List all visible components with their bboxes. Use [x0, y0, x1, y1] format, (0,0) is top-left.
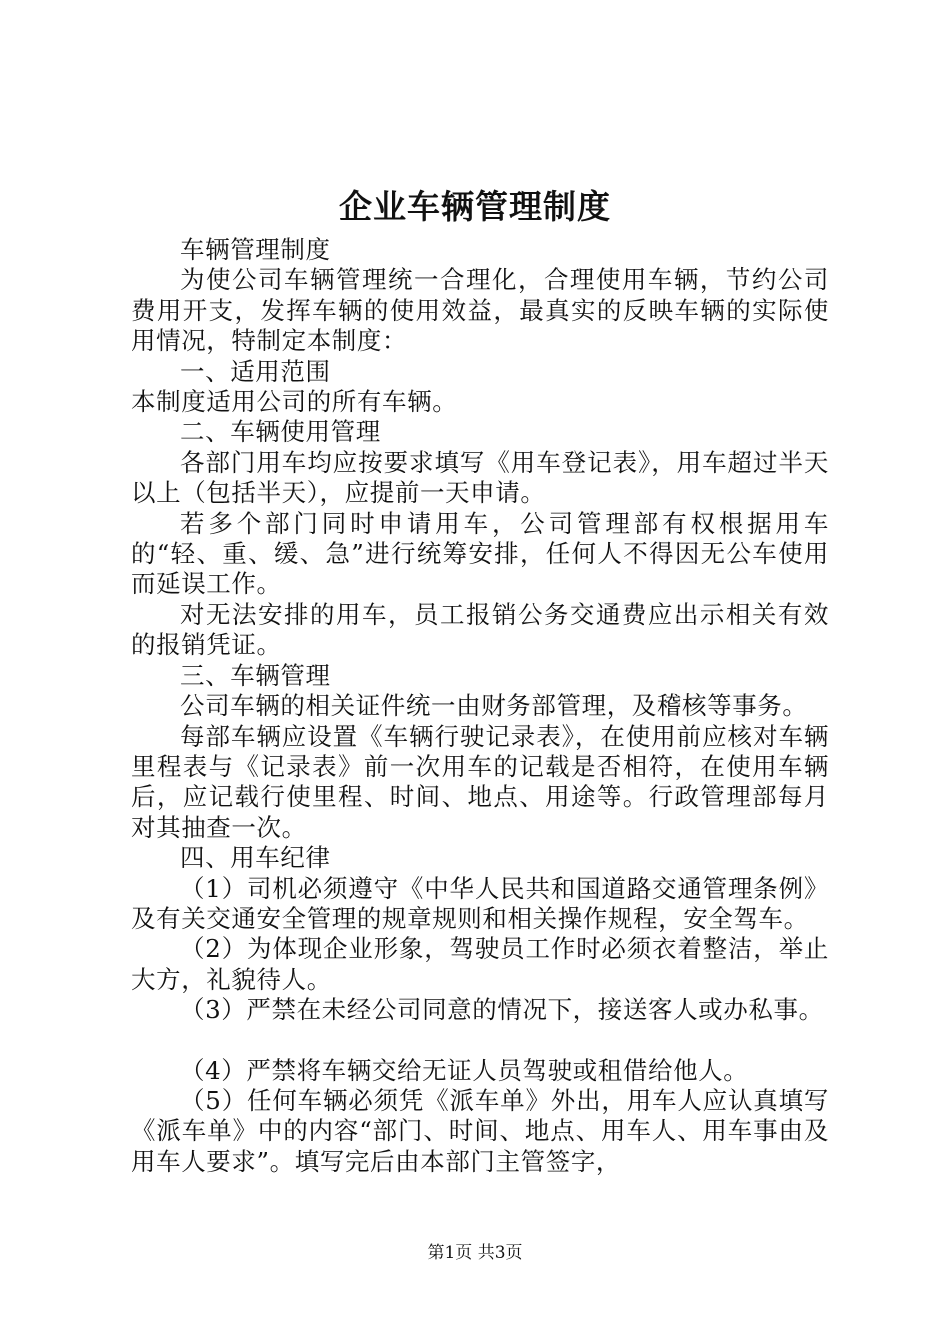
section-heading-discipline: 四、用车纪律	[180, 843, 331, 873]
paragraph-usage-3: 对无法安排的用车，员工报销公务交通费应出示相关有效的报销凭证。	[131, 599, 829, 660]
paragraph-management-1: 公司车辆的相关证件统一由财务部管理，及稽核等事务。	[180, 691, 808, 721]
section-heading-management: 三、车辆管理	[180, 660, 331, 690]
paragraph-discipline-3: （3）严禁在未经公司同意的情况下，接送客人或办私事。	[180, 995, 824, 1025]
paragraph-heading: 车辆管理制度	[180, 235, 331, 264]
paragraph-discipline-2: （2）为体现企业形象，驾驶员工作时必须衣着整洁，举止大方，礼貌待人。	[131, 934, 829, 994]
document-body	[131, 235, 829, 1177]
paragraph-discipline-4: （4）严禁将车辆交给无证人员驾驶或租借给他人。	[180, 1055, 749, 1085]
page-number-footer: 第1页 共3页	[427, 1243, 523, 1263]
paragraph-scope: 本制度适用公司的所有车辆。	[131, 387, 458, 417]
paragraph-discipline-5: （5）任何车辆必须凭《派车单》外出，用车人应认真填写《派车单》中的内容“部门、时间、地点、用车人、用车事由及用车人要求”。填写完后由本部门主管签字，	[131, 1085, 829, 1176]
section-heading-scope: 一、适用范围	[180, 356, 331, 386]
section-heading-usage: 二、车辆使用管理	[180, 417, 381, 447]
paragraph-discipline-1: （1）司机必须遵守《中华人民共和国道路交通管理条例》及有关交通安全管理的规章规则和相关操作规程，安全驾车。	[131, 873, 829, 933]
paragraph-usage-1: 各部门用车均应按要求填写《用车登记表》，用车超过半天以上（包括半天），应提前一天申请。	[131, 447, 829, 508]
paragraph-usage-2: 若多个部门同时申请用车，公司管理部有权根据用车的“轻、重、缓、急”进行统筹安排，任何人不得因无公车使用而延误工作。	[131, 508, 829, 599]
paragraph-intro: 为使公司车辆管理统一合理化，合理使用车辆，节约公司费用开支，发挥车辆的使用效益，最真实的反映车辆的实际使用情况，特制定本制度：	[131, 265, 829, 356]
paragraph-management-2: 每部车辆应设置《车辆行驶记录表》，在使用前应核对车辆里程表与《记录表》前一次用车的记载是否相符，在使用车辆后，应记载行使里程、时间、地点、用途等。行政管理部每月对其抽查一次。	[131, 721, 829, 842]
document-title: 企业车辆管理制度	[339, 187, 611, 226]
